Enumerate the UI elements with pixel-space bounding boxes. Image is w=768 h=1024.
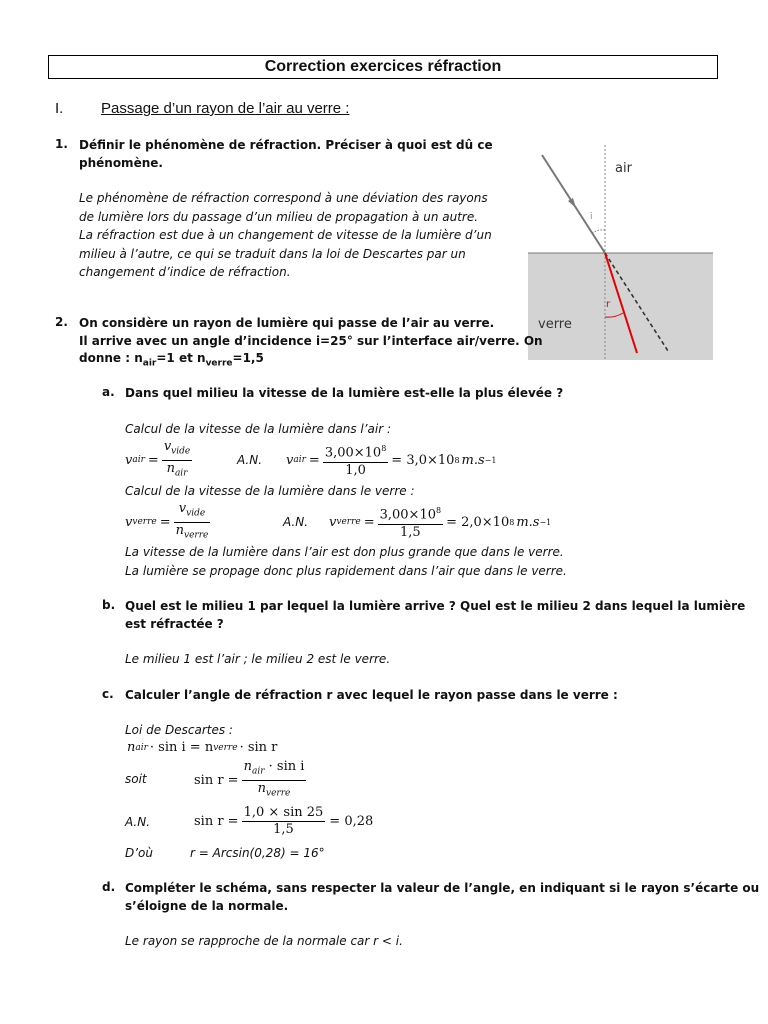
q1-answer-line: de lumière lors du passage d’un milieu de propagation à un autre. [79,209,479,224]
qa-question: Dans quel milieu la vitesse de la lumière est-elle la plus élevée ? [125,386,564,400]
qa-formula-verre: v verre = $\frac{v_{vide}}{n_{verre}}$ [125,503,210,541]
q1-answer-line: La réfraction est due à un changement de vitesse de la lumière d’un [79,228,492,242]
qa-calc-air-label: Calcul de la vitesse de la lumière dans l’air : [125,422,392,436]
q1-answer-line: Le phénomène de réfraction correspond à une déviation des rayons [79,191,488,205]
q1-answer-line: changement d’indice de réfraction. [79,265,291,279]
qc-sinr-formula: sin r = $\frac{n_{air} \cdot \sin i}{n_{verre}}$ [194,761,306,799]
qd-question-line: s’éloigne de la normale. [125,898,289,913]
qc-letter: c. [102,687,114,701]
page-title: Correction exercices réfraction [264,58,502,75]
qc-an-label: A.N. [125,815,151,829]
fraction: $\frac{3,00\times 10^8}{1,5}$ [379,506,442,540]
qa-conclusion [125,543,567,580]
qc-question: Calculer l’angle de réfraction r avec lequel le rayon passe dans le verre : [125,688,618,702]
qb-question-line: est réfractée ? [125,616,224,631]
qd-answer: Le rayon se rapproche de la normale car r < i. [125,934,403,948]
q2-line: On considère un rayon de lumière qui passe de l’air au verre. [79,316,495,330]
q2-number: 2. [55,315,68,329]
title-box [48,55,718,79]
q1-question-line: phénomène. [79,155,163,170]
refraction-diagram [528,145,713,360]
fraction: $\frac{n_{air} \cdot \sin i}{n_{verre}}$ [242,759,307,801]
qa-formula-air: v air = $\frac{v_{vide}}{n_{air}}$ [125,441,192,479]
refraction-diagram-svg [528,145,713,360]
qc-an-formula: sin r = $\frac{1,0 \times \sin 25}{1,5}$ = 0,28 [194,804,374,837]
fraction: $\frac{1,0 \times \sin 25}{1,5}$ [243,804,324,837]
qc-result: r = Arcsin(0,28) = 16° [190,846,325,860]
q1-answer [79,189,492,282]
glass-medium [528,253,713,360]
qb-letter: b. [102,598,116,612]
qa-an-verre: A.N. [283,515,309,529]
qd-letter: d. [102,880,116,894]
qd-question-line: Compléter le schéma, sans respecter la valeur de l’angle, en indiquant si le rayon s’écarte ou [125,881,760,895]
qb-answer: Le milieu 1 est l’air ; le milieu 2 est le verre. [125,652,391,666]
label-r: r [606,299,611,310]
q2-statement [79,315,543,373]
q1-number: 1. [55,137,68,151]
qa-conclusion-line: La vitesse de la lumière dans l’air est don plus grande que dans le verre. [125,545,564,559]
label-air: air [615,161,632,176]
fraction: $\frac{3,00\times 10^8}{1,0}$ [324,444,387,478]
qa-an-air: A.N. [237,453,263,467]
fraction: $\frac{v_{vide}}{n_{verre}}$ [174,501,211,543]
qa-an-verre-formula: v verre = $\frac{3,00\times 10^8}{1,5}$ = 2,0×10 8 m.s −1 [329,503,551,541]
qb-question-line: Quel est le milieu 1 par lequel la lumière arrive ? Quel est le milieu 2 dans lequel la lumière [125,599,746,613]
section-title: Passage d’un rayon de l’air au verre : [101,100,350,117]
incident-ray-arrow [568,198,576,208]
angle-i-arc [592,230,605,233]
q2-line: donne : $n_{air}=1$ et $n_{verre}=1,5$ [79,351,264,369]
q1-answer-line: milieu à l’autre, ce qui se traduit dans la loi de Descartes par un [79,246,466,261]
qa-letter: a. [102,385,115,399]
qa-an-air-formula: v air = $\frac{3,00\times 10^8}{1,0}$ = 3,0×10 8 m.s −1 [286,441,496,479]
qc-law-equation: n air · sin i = n verre · sin r [127,740,278,755]
label-i: i [590,212,593,222]
label-verre: verre [538,317,572,332]
qd-question [125,880,759,915]
section-number: I. [55,100,64,117]
qc-dou: D’où [125,846,154,860]
fraction: $\frac{v_{vide}}{n_{air}}$ [162,439,192,481]
qa-conclusion-line: La lumière se propage donc plus rapidement dans l’air que dans le verre. [125,563,567,578]
qc-law-label: Loi de Descartes : [125,723,233,737]
q1-question-line: Définir le phénomène de réfraction. Préciser à quoi est dû ce [79,138,493,152]
qb-question [125,598,745,633]
qc-soit: soit [125,772,147,786]
qa-calc-verre-label: Calcul de la vitesse de la lumière dans le verre : [125,484,415,498]
q2-line: Il arrive avec un angle d’incidence i=25° sur l’interface air/verre. On [79,333,543,348]
q1-question [79,137,493,172]
